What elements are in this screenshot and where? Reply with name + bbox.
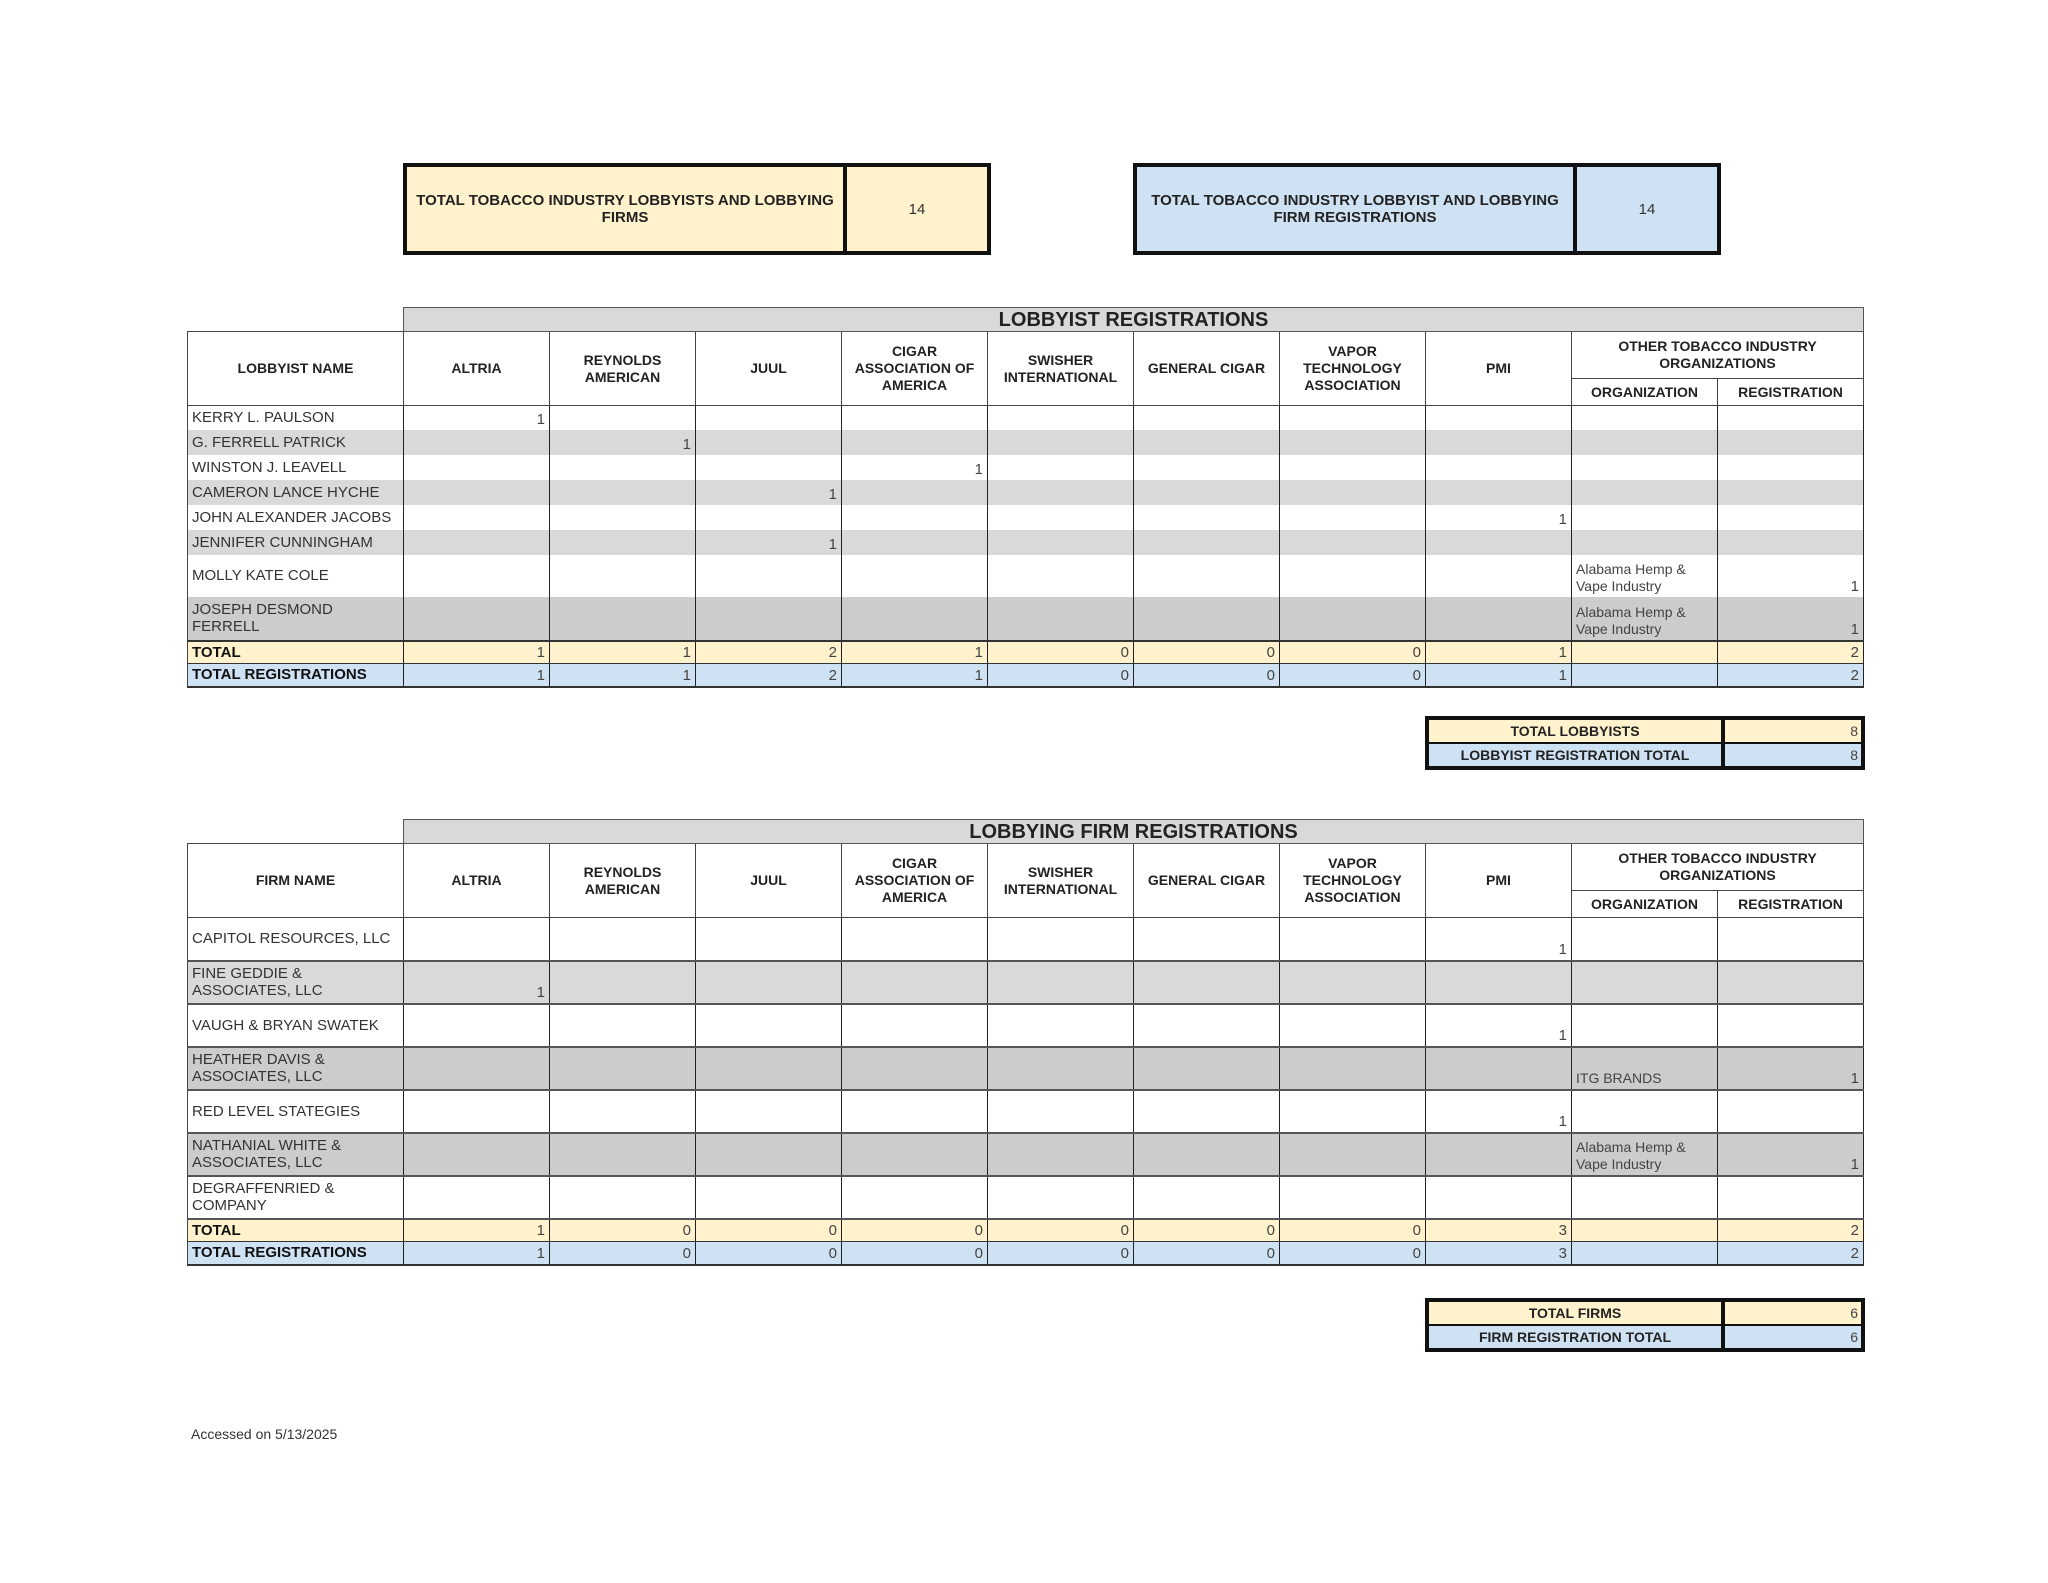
total-registrations-row-value: 1 [550, 664, 696, 687]
total-lobbyists-row [1429, 720, 1861, 742]
column-header: PMI [1426, 332, 1572, 406]
other-orgs-header: OTHER TOBACCO INDUSTRY ORGANIZATIONS [1572, 332, 1864, 379]
row-value [1426, 1176, 1572, 1219]
row-organization: Alabama Hemp & Vape Industry [1572, 555, 1718, 597]
table-row [188, 406, 1864, 430]
row-value [404, 530, 550, 555]
total-registrations-row [188, 664, 1864, 687]
row-value [696, 555, 842, 597]
row-registration: 1 [1718, 597, 1864, 641]
total-row [188, 1219, 1864, 1242]
table-row [188, 1047, 1864, 1090]
total-registrations-row-value: 2 [696, 664, 842, 687]
total-row-value: 1 [404, 641, 550, 664]
row-value [1280, 1004, 1426, 1047]
row-value [988, 1133, 1134, 1176]
row-value [1280, 1047, 1426, 1090]
total-registrations-row-value: 0 [988, 1242, 1134, 1265]
row-value [696, 455, 842, 480]
table-row [188, 597, 1864, 641]
total-row-value: 1 [550, 641, 696, 664]
row-name: CAMERON LANCE HYCHE [188, 480, 404, 505]
row-organization [1572, 455, 1718, 480]
row-value [696, 597, 842, 641]
row-registration: 1 [1718, 555, 1864, 597]
row-value [1426, 530, 1572, 555]
row-value [550, 918, 696, 961]
row-name: MOLLY KATE COLE [188, 555, 404, 597]
row-value [1134, 555, 1280, 597]
row-value [404, 480, 550, 505]
row-value [988, 406, 1134, 430]
row-registration [1718, 530, 1864, 555]
row-organization: Alabama Hemp & Vape Industry [1572, 597, 1718, 641]
row-value [988, 555, 1134, 597]
row-value [1134, 918, 1280, 961]
row-name: JENNIFER CUNNINGHAM [188, 530, 404, 555]
total-registrations-row-value: 0 [988, 664, 1134, 687]
row-value [404, 505, 550, 530]
firm-registrations-table [187, 819, 1864, 1266]
row-organization [1572, 480, 1718, 505]
row-value: 1 [842, 455, 988, 480]
total-row-label: TOTAL [188, 1219, 404, 1242]
registration-header: REGISTRATION [1718, 891, 1864, 918]
total-firms-label: TOTAL FIRMS [1429, 1302, 1725, 1324]
total-row-value: 0 [696, 1219, 842, 1242]
row-value [988, 918, 1134, 961]
row-value [1134, 1047, 1280, 1090]
row-organization [1572, 1004, 1718, 1047]
row-value [404, 1090, 550, 1133]
row-value [988, 505, 1134, 530]
column-header: JUUL [696, 844, 842, 918]
table-row [188, 1090, 1864, 1133]
row-value [1280, 455, 1426, 480]
table-row [188, 455, 1864, 480]
column-header: ALTRIA [404, 332, 550, 406]
table-row [188, 480, 1864, 505]
row-value: 1 [696, 480, 842, 505]
row-value [842, 918, 988, 961]
row-value [842, 406, 988, 430]
row-organization [1572, 406, 1718, 430]
total-registrations-row-label: TOTAL REGISTRATIONS [188, 664, 404, 687]
row-value [988, 1176, 1134, 1219]
row-value [988, 430, 1134, 455]
row-registration [1718, 406, 1864, 430]
table-row [188, 555, 1864, 597]
row-value [1280, 530, 1426, 555]
total-lobbyists-firms-label: TOTAL TOBACCO INDUSTRY LOBBYISTS AND LOBBYING FIRMS [407, 167, 847, 251]
table-row [188, 961, 1864, 1004]
row-name: HEATHER DAVIS & ASSOCIATES, LLC [188, 1047, 404, 1090]
column-header: SWISHER INTERNATIONAL [988, 844, 1134, 918]
row-value [696, 1090, 842, 1133]
row-registration [1718, 480, 1864, 505]
row-name: G. FERRELL PATRICK [188, 430, 404, 455]
total-row-value: 3 [1426, 1219, 1572, 1242]
row-name: NATHANIAL WHITE & ASSOCIATES, LLC [188, 1133, 404, 1176]
row-registration: 1 [1718, 1133, 1864, 1176]
row-value [696, 1133, 842, 1176]
row-value [550, 1133, 696, 1176]
row-value [404, 597, 550, 641]
total-row-value: 1 [404, 1219, 550, 1242]
registration-header: REGISTRATION [1718, 379, 1864, 406]
row-value [404, 1004, 550, 1047]
row-value [550, 597, 696, 641]
row-value [404, 555, 550, 597]
row-name: FINE GEDDIE & ASSOCIATES, LLC [188, 961, 404, 1004]
table-row [188, 505, 1864, 530]
row-value [1426, 555, 1572, 597]
row-value: 1 [550, 430, 696, 455]
column-header: JUUL [696, 332, 842, 406]
total-registrations-row-registration: 2 [1718, 664, 1864, 687]
row-value [1134, 961, 1280, 1004]
row-registration [1718, 961, 1864, 1004]
total-row-value: 0 [1280, 641, 1426, 664]
row-registration [1718, 455, 1864, 480]
row-organization [1572, 918, 1718, 961]
row-value [696, 961, 842, 1004]
table-row [188, 530, 1864, 555]
total-registrations-value: 14 [1638, 200, 1656, 218]
name-column-header: LOBBYIST NAME [188, 332, 404, 406]
total-registrations-row-value: 0 [1280, 664, 1426, 687]
total-registrations-row-value: 1 [404, 1242, 550, 1265]
row-value [988, 480, 1134, 505]
column-header: VAPOR TECHNOLOGY ASSOCIATION [1280, 332, 1426, 406]
row-value [1134, 406, 1280, 430]
row-value [1280, 1176, 1426, 1219]
row-name: WINSTON J. LEAVELL [188, 455, 404, 480]
row-value [1426, 430, 1572, 455]
total-row-value: 0 [988, 1219, 1134, 1242]
row-value [842, 480, 988, 505]
row-registration [1718, 1090, 1864, 1133]
total-row-organization [1572, 1219, 1718, 1242]
row-value [988, 1004, 1134, 1047]
column-header: PMI [1426, 844, 1572, 918]
total-registrations-row-label: TOTAL REGISTRATIONS [188, 1242, 404, 1265]
row-value [842, 1004, 988, 1047]
row-value [1426, 1047, 1572, 1090]
table-row [188, 1176, 1864, 1219]
row-value [696, 430, 842, 455]
row-value [550, 530, 696, 555]
lobbyist-registration-total-value: 8 [1850, 747, 1858, 763]
row-registration: 1 [1718, 1047, 1864, 1090]
row-value [988, 1090, 1134, 1133]
row-value [1280, 555, 1426, 597]
organization-header: ORGANIZATION [1572, 891, 1718, 918]
row-name: JOHN ALEXANDER JACOBS [188, 505, 404, 530]
column-header: GENERAL CIGAR [1134, 844, 1280, 918]
row-value [842, 597, 988, 641]
total-registrations-row [188, 1242, 1864, 1265]
column-header: GENERAL CIGAR [1134, 332, 1280, 406]
row-value [1280, 597, 1426, 641]
row-value [988, 455, 1134, 480]
row-value [842, 1047, 988, 1090]
table-title: LOBBYING FIRM REGISTRATIONS [404, 820, 1864, 844]
organization-header: ORGANIZATION [1572, 379, 1718, 406]
row-value: 1 [1426, 505, 1572, 530]
row-value [842, 505, 988, 530]
row-value [1426, 597, 1572, 641]
total-registrations-label: TOTAL TOBACCO INDUSTRY LOBBYIST AND LOBBYING FIRM REGISTRATIONS [1137, 167, 1577, 251]
table-row [188, 918, 1864, 961]
total-row-registration: 2 [1718, 641, 1864, 664]
accessed-date: Accessed on 5/13/2025 [191, 1426, 338, 1442]
total-registrations-box [1133, 163, 1721, 255]
row-organization: ITG BRANDS [1572, 1047, 1718, 1090]
table-title: LOBBYIST REGISTRATIONS [404, 308, 1864, 332]
row-value [1134, 1176, 1280, 1219]
row-value [1134, 505, 1280, 530]
row-value [842, 430, 988, 455]
row-value [988, 597, 1134, 641]
row-value [988, 961, 1134, 1004]
total-registrations-row-value: 0 [696, 1242, 842, 1265]
row-value: 1 [1426, 1090, 1572, 1133]
total-firms-value: 6 [1850, 1305, 1858, 1321]
total-row-value: 0 [550, 1219, 696, 1242]
row-value [1134, 480, 1280, 505]
row-value [696, 1004, 842, 1047]
row-value [550, 455, 696, 480]
row-value [1280, 1133, 1426, 1176]
row-value [988, 530, 1134, 555]
total-row-value: 2 [696, 641, 842, 664]
row-value [696, 505, 842, 530]
row-organization [1572, 1090, 1718, 1133]
total-registrations-row-value: 1 [842, 664, 988, 687]
row-value [1280, 961, 1426, 1004]
row-value [550, 1176, 696, 1219]
row-value [404, 430, 550, 455]
total-row-value: 0 [1134, 1219, 1280, 1242]
row-organization [1572, 430, 1718, 455]
row-value: 1 [696, 530, 842, 555]
row-value [1280, 918, 1426, 961]
row-value [1134, 455, 1280, 480]
total-registrations-row-value: 0 [1280, 1242, 1426, 1265]
row-value [550, 480, 696, 505]
row-organization [1572, 505, 1718, 530]
row-value [1280, 1090, 1426, 1133]
row-name: CAPITOL RESOURCES, LLC [188, 918, 404, 961]
lobbyist-registrations-table [187, 307, 1864, 688]
row-value [696, 1047, 842, 1090]
total-row-value: 1 [1426, 641, 1572, 664]
total-row-value: 0 [1280, 1219, 1426, 1242]
row-value [1280, 430, 1426, 455]
total-firms-row [1429, 1302, 1861, 1324]
row-registration [1718, 918, 1864, 961]
row-value [842, 1176, 988, 1219]
row-value: 1 [404, 406, 550, 430]
row-registration [1718, 505, 1864, 530]
row-value: 1 [1426, 1004, 1572, 1047]
row-name: RED LEVEL STATEGIES [188, 1090, 404, 1133]
column-header: CIGAR ASSOCIATION OF AMERICA [842, 332, 988, 406]
total-registrations-row-organization [1572, 1242, 1718, 1265]
total-row-value: 0 [842, 1219, 988, 1242]
row-registration [1718, 430, 1864, 455]
row-value [550, 1004, 696, 1047]
row-name: VAUGH & BRYAN SWATEK [188, 1004, 404, 1047]
row-organization: Alabama Hemp & Vape Industry [1572, 1133, 1718, 1176]
other-orgs-header: OTHER TOBACCO INDUSTRY ORGANIZATIONS [1572, 844, 1864, 891]
row-value [842, 555, 988, 597]
row-organization [1572, 961, 1718, 1004]
firm-registration-total-row [1429, 1324, 1861, 1348]
row-value [696, 1176, 842, 1219]
row-value [1134, 1004, 1280, 1047]
row-value [842, 1133, 988, 1176]
total-row-label: TOTAL [188, 641, 404, 664]
total-registrations-row-value: 0 [1134, 664, 1280, 687]
row-value: 1 [1426, 918, 1572, 961]
row-value [842, 1090, 988, 1133]
total-row-value: 0 [988, 641, 1134, 664]
row-value [1426, 961, 1572, 1004]
row-registration [1718, 1004, 1864, 1047]
column-header: ALTRIA [404, 844, 550, 918]
firm-summary-box [1425, 1298, 1865, 1352]
column-header: SWISHER INTERNATIONAL [988, 332, 1134, 406]
total-lobbyists-firms-value: 14 [908, 200, 926, 218]
total-registrations-row-organization [1572, 664, 1718, 687]
row-value [1280, 505, 1426, 530]
total-row-value: 1 [842, 641, 988, 664]
lobbyist-registration-total-row [1429, 742, 1861, 766]
total-registrations-row-value: 0 [1134, 1242, 1280, 1265]
row-value [1280, 406, 1426, 430]
row-value [842, 961, 988, 1004]
row-value [1280, 480, 1426, 505]
row-value [696, 918, 842, 961]
row-organization [1572, 1176, 1718, 1219]
row-value [696, 406, 842, 430]
total-registrations-row-value: 0 [842, 1242, 988, 1265]
row-name: JOSEPH DESMOND FERRELL [188, 597, 404, 641]
firm-registration-total-value: 6 [1850, 1329, 1858, 1345]
row-value [404, 1133, 550, 1176]
total-row [188, 641, 1864, 664]
row-value [550, 555, 696, 597]
row-value [1134, 597, 1280, 641]
total-lobbyists-label: TOTAL LOBBYISTS [1429, 720, 1725, 742]
row-value [1134, 430, 1280, 455]
row-value [1426, 1133, 1572, 1176]
column-header: CIGAR ASSOCIATION OF AMERICA [842, 844, 988, 918]
table-row [188, 430, 1864, 455]
total-row-organization [1572, 641, 1718, 664]
row-value [988, 1047, 1134, 1090]
column-header: REYNOLDS AMERICAN [550, 332, 696, 406]
column-header: VAPOR TECHNOLOGY ASSOCIATION [1280, 844, 1426, 918]
row-value [404, 455, 550, 480]
lobbyist-summary-box [1425, 716, 1865, 770]
row-value [1426, 455, 1572, 480]
row-value [550, 961, 696, 1004]
name-column-header: FIRM NAME [188, 844, 404, 918]
firm-registration-total-label: FIRM REGISTRATION TOTAL [1429, 1326, 1725, 1348]
row-value [1426, 480, 1572, 505]
row-value [1134, 1133, 1280, 1176]
row-value [550, 505, 696, 530]
row-value [404, 918, 550, 961]
row-registration [1718, 1176, 1864, 1219]
row-value [550, 406, 696, 430]
total-registrations-row-value: 1 [1426, 664, 1572, 687]
total-row-registration: 2 [1718, 1219, 1864, 1242]
row-name: DEGRAFFENRIED & COMPANY [188, 1176, 404, 1219]
total-lobbyists-firms-box [403, 163, 991, 255]
total-lobbyists-value: 8 [1850, 723, 1858, 739]
row-organization [1572, 530, 1718, 555]
row-value: 1 [404, 961, 550, 1004]
row-value [550, 1090, 696, 1133]
total-registrations-row-value: 0 [550, 1242, 696, 1265]
row-value [842, 530, 988, 555]
row-name: KERRY L. PAULSON [188, 406, 404, 430]
row-value [404, 1047, 550, 1090]
total-row-value: 0 [1134, 641, 1280, 664]
row-value [1134, 1090, 1280, 1133]
total-registrations-row-value: 1 [404, 664, 550, 687]
table-row [188, 1133, 1864, 1176]
row-value [404, 1176, 550, 1219]
total-registrations-row-value: 3 [1426, 1242, 1572, 1265]
table-row [188, 1004, 1864, 1047]
row-value [550, 1047, 696, 1090]
total-registrations-row-registration: 2 [1718, 1242, 1864, 1265]
column-header: REYNOLDS AMERICAN [550, 844, 696, 918]
row-value [1134, 530, 1280, 555]
lobbyist-registration-total-label: LOBBYIST REGISTRATION TOTAL [1429, 744, 1725, 766]
row-value [1426, 406, 1572, 430]
